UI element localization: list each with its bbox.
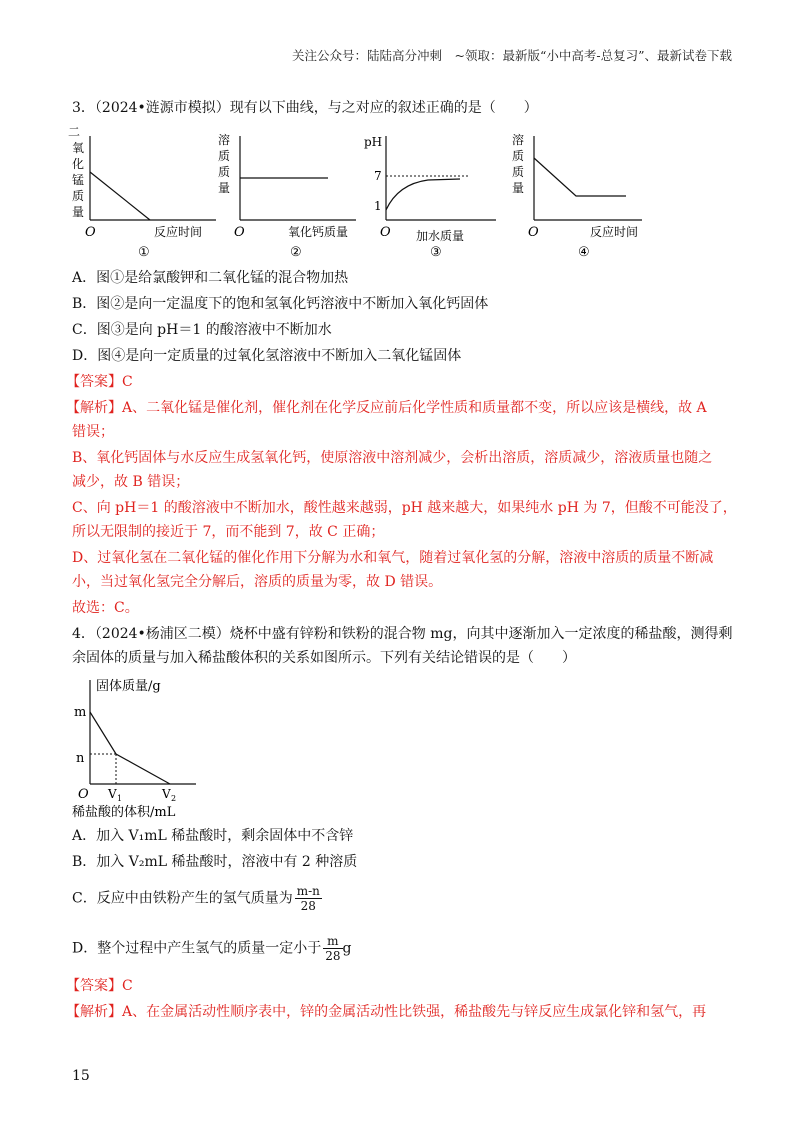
g2-origin: O	[234, 225, 245, 240]
g2-ylabel-3: 量	[218, 181, 231, 195]
q3-option-c: C．图③是向 pH＝1 的酸溶液中不断加水	[72, 322, 332, 338]
q4-option-d-denominator: 28	[325, 949, 341, 963]
q3-graphs	[68, 124, 748, 264]
q4-stem-line-1: 4．（2024•杨浦区二模）烧杯中盛有锌粉和铁粉的混合物 mg，向其中逐渐加入一定浓度的稀盐酸，测得剩	[72, 626, 733, 642]
q3-conclusion: 故选：C。	[72, 600, 139, 616]
g4-origin: O	[528, 225, 539, 240]
q4-option-c	[72, 884, 322, 913]
q4-option-d-unit: g	[342, 940, 352, 957]
q4-graph-n: n	[76, 751, 85, 766]
g2-ylabel-0: 溶	[218, 133, 231, 147]
q4-option-d	[72, 934, 351, 963]
g1-ylabel-5: 量	[72, 205, 85, 219]
q4-graph-v2-sub: 2	[171, 794, 177, 803]
graph-2	[218, 132, 356, 260]
g1-ylabel-2: 化	[72, 157, 85, 171]
q3-answer: 【答案】C	[66, 374, 133, 390]
g4-ylabel-2: 质	[512, 165, 525, 179]
g4-xlabel: 反应时间	[590, 225, 639, 239]
q4-graph-v1: V	[108, 787, 117, 801]
q3-analysis-line-1: 错误；	[72, 424, 114, 440]
q4-graph-ylabel: 固体质量/g	[96, 679, 161, 694]
q4-option-d-numerator: m	[323, 934, 342, 949]
g2-ylabel-2: 质	[218, 165, 231, 179]
g1-ylabel-0: 二	[68, 125, 81, 139]
g2-ylabel-1: 质	[218, 149, 231, 163]
q3-analysis-line-3: 减少，故 B 错误；	[72, 474, 190, 490]
q4-graph-xlabel: 稀盐酸的体积/mL	[72, 805, 176, 820]
q4-graph-v2: V	[162, 787, 171, 801]
q3-analysis-line-2: B、氧化钙固体与水反应生成氢氧化钙，使原溶液中溶剂减少，会析出溶质，溶质减少，溶液质量也随之	[72, 450, 713, 466]
g3-ylabel: pH	[364, 135, 383, 149]
q4-answer: 【答案】C	[66, 978, 133, 994]
q4-graph-m: m	[74, 705, 87, 720]
g1-ylabel-4: 质	[72, 189, 85, 203]
q3-analysis-line-0: 【解析】A、二氧化锰是催化剂，催化剂在化学反应前后化学性质和质量都不变，所以应该是横线，故 A	[66, 400, 707, 416]
page-header: 关注公众号：陆陆高分冲刺 ~领取：最新版“小中高考-总复习”、最新试卷下载	[292, 48, 732, 63]
q3-option-b: B．图②是向一定温度下的饱和氢氧化钙溶液中不断加入氧化钙固体	[72, 296, 489, 312]
g4-caption: ④	[578, 245, 590, 260]
g3-tick1: 1	[374, 199, 382, 213]
g1-ylabel-1: 氧	[72, 141, 85, 155]
q4-option-c-fraction	[295, 884, 322, 913]
q4-graph	[68, 672, 268, 822]
g2-caption: ②	[290, 245, 302, 260]
g3-origin: O	[380, 225, 391, 240]
graph-4	[512, 132, 642, 260]
q4-graph-v1-sub: 1	[117, 794, 123, 803]
graph-1	[68, 125, 216, 260]
g4-ylabel-3: 量	[512, 181, 525, 195]
q4-option-c-text: C．反应中由铁粉产生的氢气质量为	[72, 890, 293, 907]
g1-caption: ①	[138, 245, 150, 260]
q3-option-d: D．图④是向一定质量的过氧化氢溶液中不断加入二氧化锰固体	[72, 348, 462, 364]
q3-stem: 3．（2024•涟源市模拟）现有以下曲线，与之对应的叙述正确的是（ ）	[72, 100, 538, 116]
g2-xlabel: 氧化钙质量	[288, 225, 349, 239]
q4-option-c-denominator: 28	[300, 899, 316, 913]
graph-3	[364, 135, 496, 260]
page-number: 15	[72, 1068, 90, 1084]
q3-analysis-line-6: D、过氧化氢在二氧化锰的催化作用下分解为水和氧气，随着过氧化氢的分解，溶液中溶质的质量不断减	[72, 550, 714, 566]
g3-xlabel: 加水质量	[416, 229, 465, 243]
q3-analysis-line-5: 所以无限制的接近于 7，而不能到 7，故 C 正确；	[72, 524, 385, 540]
q3-option-a: A．图①是给氯酸钾和二氧化锰的混合物加热	[72, 270, 349, 286]
q3-analysis-line-4: C、向 pH＝1 的酸溶液中不断加水，酸性越来越弱，pH 越来越大，如果纯水 pH 为 7，但酸不可能没了，	[72, 500, 737, 516]
q4-option-a: A．加入 V₁mL 稀盐酸时，剩余固体中不含锌	[72, 828, 354, 844]
g1-ylabel-3: 锰	[72, 173, 85, 187]
q4-analysis-line-0: 【解析】A、在金属活动性顺序表中，锌的金属活动性比铁强，稀盐酸先与锌反应生成氯化锌和氢气，再	[66, 1004, 707, 1020]
q4-stem-line-2: 余固体的质量与加入稀盐酸体积的关系如图所示。下列有关结论错误的是（ ）	[72, 650, 576, 666]
q4-option-d-text: D．整个过程中产生氢气的质量一定小于	[72, 940, 322, 957]
g3-tick7: 7	[374, 169, 382, 183]
g1-xlabel: 反应时间	[154, 225, 203, 239]
g4-ylabel-1: 质	[512, 149, 525, 163]
g4-ylabel-0: 溶	[512, 133, 525, 147]
q4-option-b: B．加入 V₂mL 稀盐酸时，溶液中有 2 种溶质	[72, 854, 358, 870]
q4-option-c-numerator: m-n	[296, 884, 320, 898]
g1-origin: O	[85, 225, 96, 240]
q3-analysis-line-7: 小，当过氧化氢完全分解后，溶质的质量为零，故 D 错误。	[72, 574, 443, 590]
q4-option-d-fraction	[323, 934, 342, 963]
q4-graph-origin: O	[78, 787, 89, 802]
g3-caption: ③	[430, 245, 442, 260]
